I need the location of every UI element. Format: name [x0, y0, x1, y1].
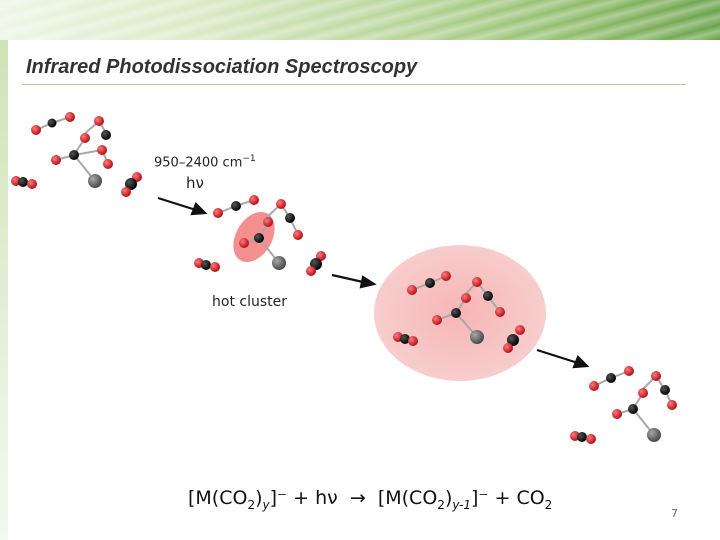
eq-charge-photon: ]⁻ + hν	[269, 487, 338, 509]
photon-label: hν	[186, 174, 204, 192]
photon-arrow	[158, 198, 196, 210]
cluster-initial	[11, 112, 142, 197]
arrow-to-hot-cluster	[332, 275, 363, 282]
eq-reactant-paren: )	[255, 487, 263, 509]
page-number: 7	[671, 507, 678, 520]
energy-unit: cm	[222, 155, 243, 171]
energy-range-label	[154, 154, 256, 170]
eq-product-open: [M(CO	[377, 487, 438, 509]
eq-product-paren: )	[444, 487, 453, 509]
reaction-equation	[188, 487, 552, 512]
eq-sub-y-1: y-1	[452, 497, 471, 512]
eq-sub-2: 2	[247, 497, 256, 512]
energy-range-value: 950–2400	[154, 155, 219, 171]
arrow-to-hot-cluster-head	[361, 277, 374, 287]
hot-cluster-label: hot cluster	[212, 294, 287, 310]
cluster-product	[570, 366, 677, 444]
cluster-excited	[194, 195, 326, 276]
eq-arrow: →	[349, 487, 366, 509]
slide-title: Infrared Photodissociation Spectroscopy	[26, 56, 418, 78]
energy-unit-exponent: −1	[242, 154, 256, 164]
eq-sub-y: y	[262, 497, 270, 512]
arrow-to-product	[537, 350, 578, 363]
photon-arrow-head	[192, 204, 205, 214]
eq-tail: ]⁻ + CO	[471, 487, 545, 509]
eq-reactant-open: [M(CO	[188, 487, 248, 509]
arrow-to-product-head	[574, 357, 587, 367]
eq-sub-2b: 2	[437, 497, 445, 512]
eq-sub-2c: 2	[544, 497, 553, 512]
